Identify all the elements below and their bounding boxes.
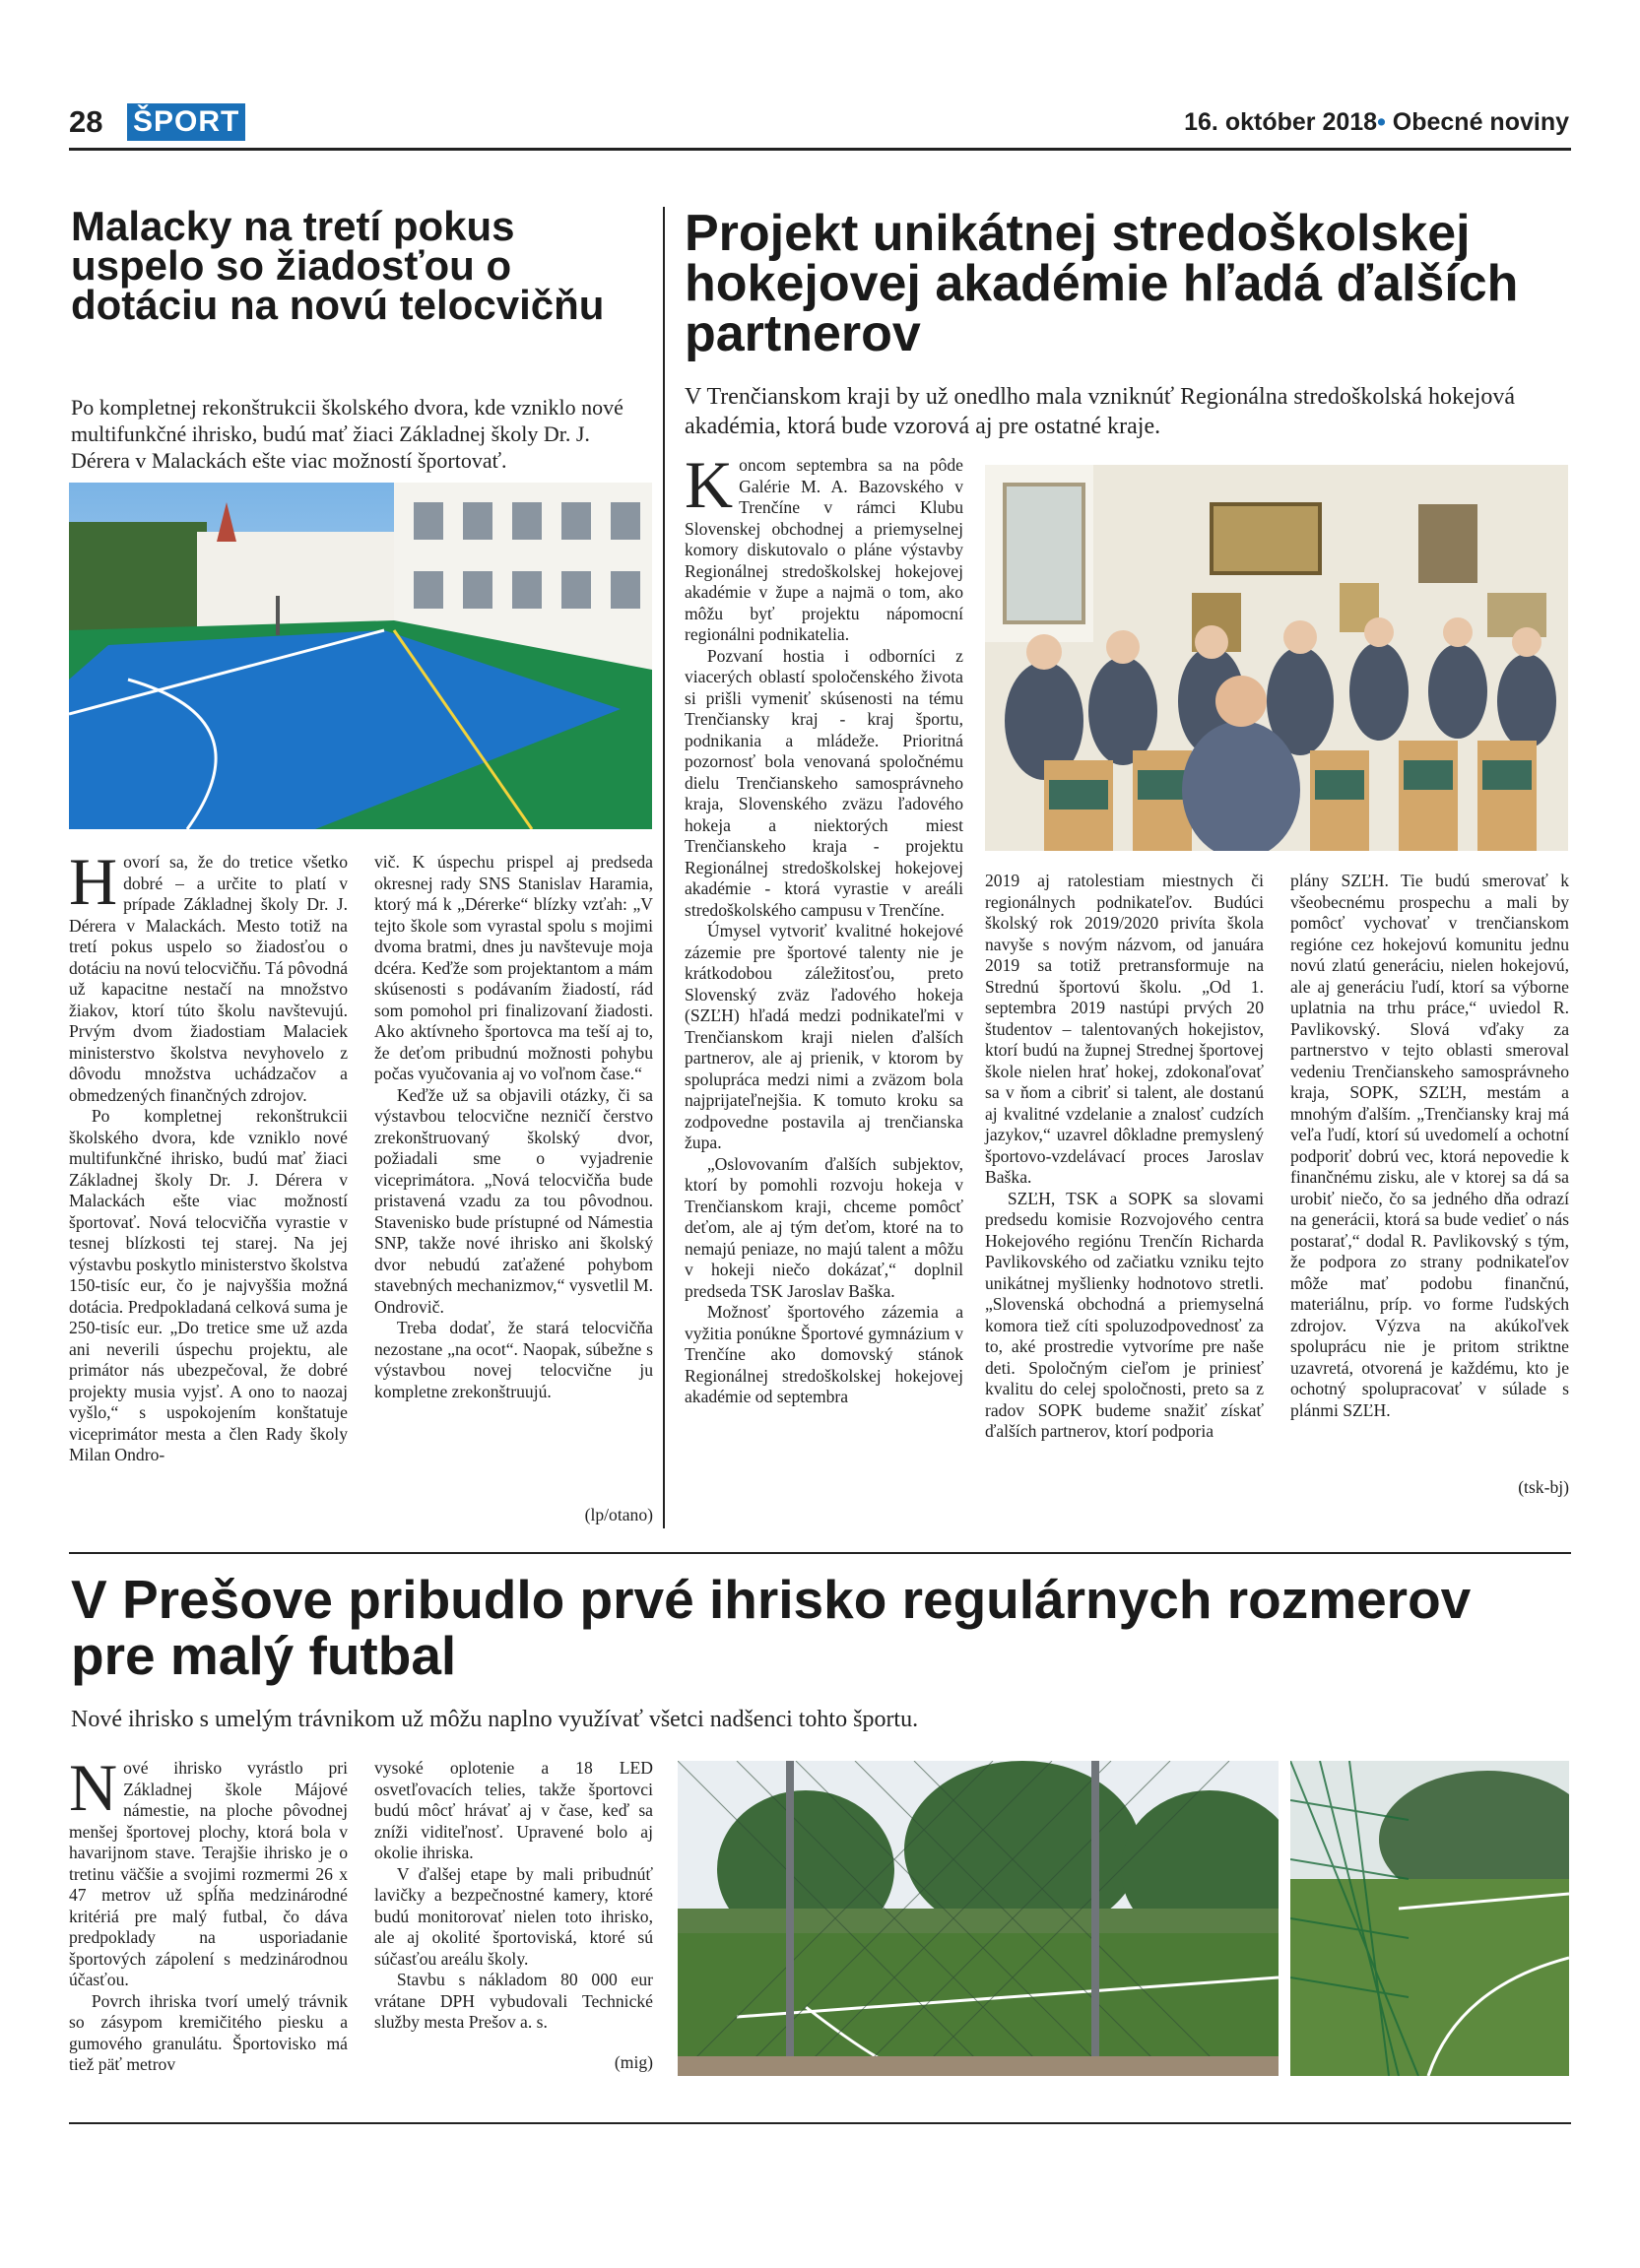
paragraph: Po kompletnej rekonštrukcii školského dvora, kde vzniklo nové multifunkčné ihrisko, budú mať žiaci Základnej školy Dr. J. Dérera v Malackách ešte viac možností športovať. Nová telocvičňa vyrastie v tesnej blízkosti tej starej. Na jej výstavbu poskytlo ministerstvo školstva 150-tisíc eur, čo je najvyššia možná dotácia. Predpokladaná celková suma je 250-tisíc eur. „Do tretice sme už azda ani neverili úspechu projektu, ale primátor nás ubezpečoval, že dobré projekty musia vyjsť. A ono to naozaj vyšlo,“ s uspokojením konštatuje viceprimátor mesta a člen Rady školy Milan Ondro-: [69, 1106, 348, 1464]
issue-date: 16. október 2018: [1184, 108, 1378, 136]
paragraph: ové ihrisko vyrástlo pri Základnej škole Májové námestie, na ploche pôvodnej menšej športovej plochy, ktorá bola v havarijnom stave. Terajšie ihrisko je o tretinu väčšie a svojimi rozmermi 26 x 47 metrov už spĺňa medzinárodné kritériá pre malý futbal, čo dáva predpoklady na usporiadanie športových zápolení s medzinárodnou účasťou.: [69, 1758, 348, 1989]
paragraph: SZĽH, TSK a SOPK sa slovami predsedu komisie Rozvojového centra Hokejového regiónu Trenčín Richarda Pavlikovského od začiatku vzniku tejto unikátnej myšlienky hodnotovo stretli. „Slovenská obchodná a priemyselná komora tiež cíti spoluzodpovednosť za to, aké prostredie vytvoríme pre naše deti. Spoločným cieľom je priniesť kvalitu do celej spoločnosti, preto sa z radov SOPK budeme snažiť získať ďalších partnerov, ktorí podporia: [985, 1188, 1264, 1441]
paragraph: Keďže už sa objavili otázky, či sa výstavbou telocvične nezničí čerstvo zrekonštruovaný školský dvor, požiadali sme o vyjadrenie viceprimátora. „Nová telocvičňa bude pristavená vzadu za tou pôvodnou. Stavenisko bude prístupné od Námestia SNP, takže nové ihrisko ani školský dvor nebudú zaťažené pohybom stavebných mechanizmov,“ vysvetlil M. Ondrovič.: [374, 1084, 653, 1317]
paragraph: vysoké oplotenie a 18 LED osvetľovacích telies, takže športovci budú môcť hrávať aj v čase, keď sa zníži viditeľnosť. Upravené bolo aj okolie ihriska.: [374, 1758, 653, 1862]
section-rule: [69, 1552, 1571, 1554]
paragraph: „Oslovovaním ďalších subjektov, ktorí by pomohli rozvoju hokeja v Trenčianskom kraji, chceme pomôcť deťom, ale aj tým deťom, ktoré na to nemajú peniaze, no majú talent a môžu v hokeji niečo dokázať,“ doplnil predseda TSK Jaroslav Baška.: [685, 1153, 963, 1301]
football-field-photo: [678, 1761, 1279, 2076]
paragraph: Treba dodať, že stará telocvičňa nezostane „na ocot“. Naopak, súbežne s výstavbou novej telocvične ju kompletne zrekonštruujú.: [374, 1318, 653, 1401]
drop-cap: H: [69, 844, 118, 919]
article-2-column-1: [685, 447, 963, 1408]
article-1-credit: (lp/otano): [584, 1505, 653, 1524]
header-rule: [69, 148, 1571, 151]
article-2-column-2: [985, 871, 1264, 1443]
article-2-column-3: [1290, 871, 1569, 1421]
page-number: 28: [69, 104, 103, 139]
drop-cap: K: [685, 447, 734, 522]
paragraph: V ďalšej etape by mali pribudnúť lavičky a bezpečnostné kamery, ktoré budú monitorovať nielen toto ihrisko, ale aj okolité športoviská, ktoré sú súčasťou areálu školy.: [374, 1863, 653, 1969]
footer-rule: [69, 2122, 1571, 2124]
article-2-lead: V Trenčianskom kraji by už onedlho mala vzniknúť Regionálna stredoškolská hokejová akadémia, ktorá bude vzorová aj pre ostatné kraje.: [685, 384, 1515, 439]
article-1-title: Malacky na tretí pokus uspelo so žiadosťou o dotáciu na novú telocvičňu: [71, 203, 605, 328]
meeting-photo: [985, 465, 1568, 851]
school-court-photo: [69, 483, 652, 829]
article-1-lead: Po kompletnej rekonštrukcii školského dvora, kde vzniklo nové multifunkčné ihrisko, budú mať žiaci Základnej školy Dr. J. Dérera v Malackách ešte viac možností športovať.: [71, 395, 623, 473]
paragraph: vič. K úspechu prispel aj predseda okresnej rady SNS Stanislav Haramia, ktorý má k „Dérerke“ blízky vzťah: „V tejto škole som vyrastal spolu s mojimi dvoma bratmi, dnes ju navštevuje moja dcéra. Keďže som projektantom a mám skúsenosti s podávaním žiadostí, rád som pomohol pri finalizovaní žiadosti. Ako aktívneho športovca ma teší aj to, že deťom pribudnú možnosti pohybu počas vyučovania aj vo voľnom čase.“: [374, 852, 653, 1083]
article-2-title: Projekt unikátnej stredoškolskej hokejovej akadémie hľadá ďalších partnerov: [685, 205, 1519, 362]
article-3-title: V Prešove pribudlo prvé ihrisko regulárnych rozmerov pre malý futbal: [71, 1569, 1472, 1686]
article-1-column-1: [69, 844, 348, 1466]
paragraph: Možnosť športového zázemia a vyžitia ponúkne Športové gymnázium v Trenčíne ako domovský stánok Regionálnej stredoškolskej hokejovej akadémie od septembra: [685, 1302, 963, 1406]
article-3-column-1: [69, 1750, 348, 2076]
paragraph: Úmysel vytvoriť kvalitné hokejové zázemie pre športové talenty nie je krátkodobou záležitosťou, preto Slovenský zväz ľadového hokeja (SZĽH) hľadá medzi podnikateľmi v Trenčianskom kraji nielen ďalších partnerov, ale aj prienik, v ktorom by spolupráca medzi nimi a zväzom bola najprijateľnejšia. K tomuto kroku sa zodpovedne postavila aj trenčianska župa.: [685, 921, 963, 1152]
article-2-credit: (tsk-bj): [1518, 1477, 1569, 1497]
column-divider: [663, 207, 665, 1528]
newspaper-name: Obecné noviny: [1392, 108, 1569, 136]
separator-dot: •: [1377, 108, 1386, 136]
drop-cap: N: [69, 1750, 118, 1825]
paragraph: Stavbu s nákladom 80 000 eur vrátane DPH vybudovali Technické služby mesta Prešov a. s.: [374, 1970, 653, 2032]
issue-info: [1184, 108, 1569, 137]
field-corner-photo: [1290, 1761, 1569, 2076]
article-3-column-2: [374, 1758, 653, 2034]
paragraph: 2019 aj ratolestiam miestnych či regionálnych podnikateľov. Budúci školský rok 2019/2020 privíta škola navyše s novým názvom, od januára 2019 sa totiž pretransformuje na Strednú športovú školu. „Od 1. septembra 2019 nastúpi prvých 20 študentov – talentovaných hokejistov, ktorí budú na župnej Strednej športovej škole nielen hrať hokej, zdokonaľovať sa v ňom a cibriť si talent, ale dostanú aj kvalitné vzdelanie a znalosť cudzích jazykov,“ uzavrel dôkladne premyslený športovo-vzdelávací proces Jaroslav Baška.: [985, 871, 1264, 1187]
article-3-credit: (mig): [614, 2052, 653, 2072]
paragraph: Pozvaní hostia i odborníci z viacerých oblastí spoločenského života si prišli vymeniť skúsenosti na tému Trenčiansky kraj - kraj športu, podnikania a mládeže. Prioritná pozornosť bola venovaná spoločnému dielu Trenčianskeho samosprávneho kraja, Slovenského zväzu ľadového hokeja a niektorých miest Trenčianskeho kraja - projektu Regionálnej stredoškolskej hokejovej akadémie - ktorá vyrastie v areáli stredoškolského campusu v Trenčíne.: [685, 645, 963, 920]
article-3-lead: Nové ihrisko s umelým trávnikom už môžu naplno využívať všetci nadšenci tohto športu.: [71, 1707, 919, 1732]
paragraph: Povrch ihriska tvorí umelý trávnik so zásypom kremičitého piesku a gumového granulátu. Športovisko má tiež päť metrov: [69, 1990, 348, 2074]
paragraph: oncom septembra sa na pôde Galérie M. A. Bazovského v Trenčíne v rámci Klubu Slovenskej obchodnej a priemyselnej komory diskutovalo o pláne výstavby Regionálnej stredoškolskej hokejovej akadémie v župe a najmä o tom, ako môžu byť projektu nápomocní regionálni podnikatelia.: [685, 455, 963, 644]
article-1-column-2: [374, 852, 653, 1402]
paragraph: ovorí sa, že do tretice všetko dobré – a určite to platí v prípade Základnej školy Dr. J. Dérera v Malackách. Mesto totiž na tretí pokus uspelo so žiadosťou o dotáciu na novú telocvičňu. Tá pôvodná už kapacitne nestačí na množstvo žiakov, ktorí túto školu navštevujú. Prvým dvom žiadostiam Malaciek ministerstvo školstva nevyhovelo z dôvodu množstva uchádzačov a obmedzených finančných zdrojov.: [69, 852, 348, 1105]
paragraph: plány SZĽH. Tie budú smerovať k všeobecnému prospechu a mali by pomôcť vychovať v trenčianskom regióne cez hokejovú komunitu jednu novú zlatú generáciu, nielen hokejovú, ale aj generáciu ľudí, ktorí sa výborne uplatnia na trhu práce,“ uviedol R. Pavlikovský. Slová vďaky za partnerstvo v tejto oblasti smeroval vedeniu Trenčianskeho samosprávneho kraja, SOPK, SZĽH, mestám a mnohým ďalším. „Trenčiansky kraj má veľa ľudí, ktorí sú uvedomelí a ochotní podporiť dobrú vec, ktorá nepovedie k finančnému zisku, ale v ktorej sa dá sa urobiť niečo, čo sa jedného dňa odrazí na generácii, ktorá sa bude vedieť o nás postarať,“ dodal R. Pavlikovský s tým, že podpora zo strany podnikateľov môže mať podobu finančnú, materiálnu, príp. vo forme ľudských zdrojov. Výzva na akúkoľvek spoluprácu nie je pritom striktne uzavretá, otvorená je každému, kto je ochotný spolupracovať v súlade s plánmi SZĽH.: [1290, 871, 1569, 1420]
section-label: ŠPORT: [127, 103, 245, 141]
